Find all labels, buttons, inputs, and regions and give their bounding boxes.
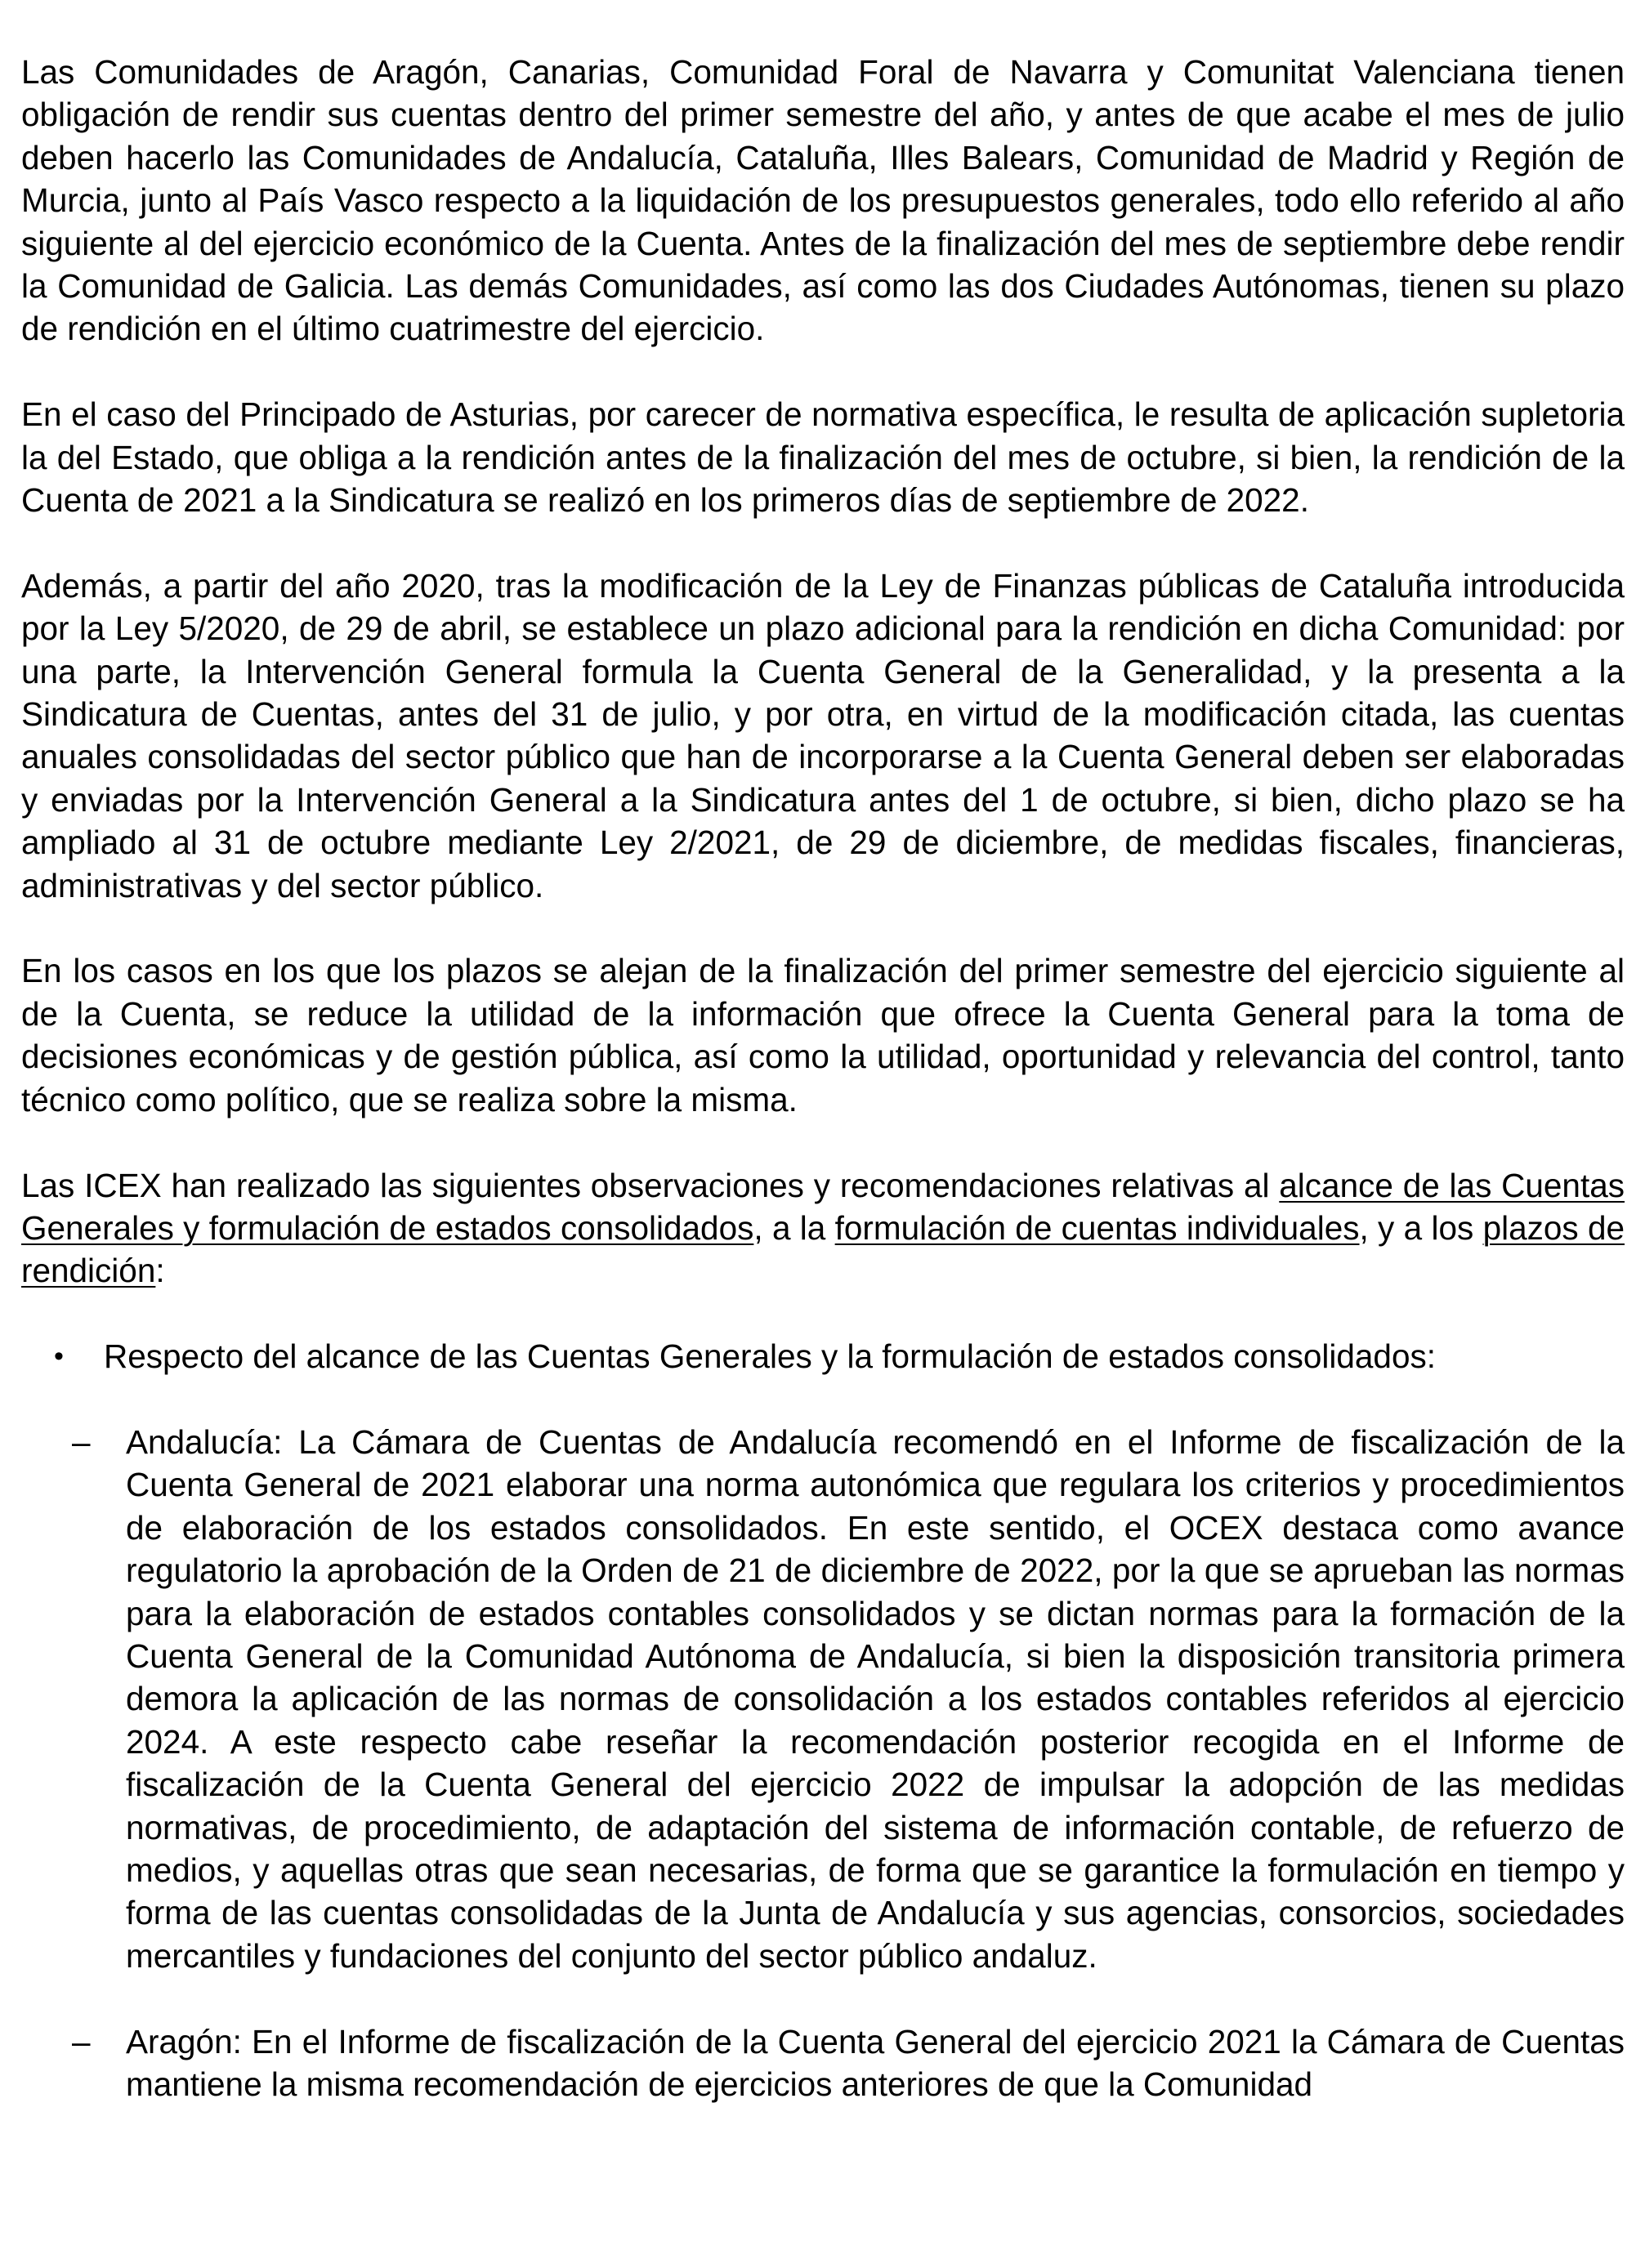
sub-item-andalucia — [21, 1421, 1625, 1977]
paragraph-utility: En los casos en los que los plazos se alejan de la finalización del primer semestre del ejercicio siguiente al de la Cuenta, se reduce la utilidad de la información que ofrece la Cuenta General para la toma de decisiones económicas y de gestión pública, así como la utilidad, oportunidad y relevancia del control, tanto técnico como político, que se realiza sobre la misma. — [21, 952, 1625, 1118]
intro-lead-text: Las ICEX han realizado las siguientes observaciones y recomendaciones relativas al — [21, 1166, 1280, 1204]
bullet-icon: • — [54, 1341, 64, 1373]
sub-item-aragon — [21, 2020, 1625, 2106]
document-page — [21, 51, 1625, 2149]
dash-icon: – — [72, 2022, 91, 2060]
underlined-term-individual-accounts: formulación de cuentas individuales — [834, 1208, 1360, 1247]
paragraph-rendition-deadlines: Las Comunidades de Aragón, Canarias, Comunidad Foral de Navarra y Comunitat Valenciana tienen obligación de rendir sus cuentas dentro del primer semestre del año, y antes de que acabe el mes de julio deben hacerlo las Comunidades de Andalucía, Cataluña, Illes Balears, Comunidad de Madrid y Región de Murcia, junto al País Vasco respecto a la liquidación de los presupuestos generales, todo ello referido al año siguiente al del ejercicio económico de la Cuenta. Antes de la finalización del mes de septiembre debe rendir la Comunidad de Galicia. Las demás Comunidades, así como las dos Ciudades Autónomas, tienen su plazo de rendición en el último cuatrimestre del ejercicio. — [21, 53, 1625, 348]
underlined-term-deadlines: plazos de rendición — [21, 1208, 1625, 1290]
intro-separator: , a la — [753, 1208, 835, 1247]
sub-item-list — [21, 1421, 1625, 2105]
bullet-list — [21, 1335, 1625, 1377]
sub-item-text: Aragón: En el Informe de fiscalización de la Cuenta General del ejercicio 2021 la Cámara de Cuentas mantiene la misma recomendación de ejercicios anteriores de que la Comunidad — [126, 2022, 1625, 2103]
dash-icon: – — [72, 1422, 91, 1461]
bullet-text: Respecto del alcance de las Cuentas Generales y la formulación de estados consolidados: — [104, 1337, 1436, 1376]
paragraph-icex-intro — [21, 1164, 1625, 1292]
paragraph-cataluna: Además, a partir del año 2020, tras la modificación de la Ley de Finanzas públicas de Cataluña introducida por la Ley 5/2020, de 29 de abril, se establece un plazo adicional para la rendición en dicha Comunidad: por una parte, la Intervención General formula la Cuenta General de la Generalidad, y la presenta a la Sindicatura de Cuentas, antes del 31 de julio, y por otra, en virtud de la modificación citada, las cuentas anuales consolidadas del sector público que han de incorporarse a la Cuenta General deben ser elaboradas y enviadas por la Intervención General a la Sindicatura antes del 1 de octubre, si bien, dicho plazo se ha ampliado al 31 de octubre mediante Ley 2/2021, de 29 de diciembre, de medidas fiscales, financieras, administrativas y del sector público. — [21, 566, 1625, 904]
paragraph-asturias: En el caso del Principado de Asturias, por carecer de normativa específica, le resulta de aplicación supletoria la del Estado, que obliga a la rendición antes de la finalización del mes de octubre, si bien, la rendición de la Cuenta de 2021 a la Sindicatura se realizó en los primeros días de septiembre de 2022. — [21, 395, 1625, 520]
intro-separator: , y a los — [1359, 1208, 1483, 1247]
underlined-term-scope: alcance de las Cuentas Generales y formulación de estados consolidados — [21, 1166, 1625, 1247]
sub-item-text: Andalucía: La Cámara de Cuentas de Andalucía recomendó en el Informe de fiscalización de la Cuenta General de 2021 elaborar una norma autonómica que regulara los criterios y procedimientos de elaboración de los estados consolidados. En este sentido, el OCEX destaca como avance regulatorio la aprobación de la Orden de 21 de diciembre de 2022, por la que se aprueban las normas para la elaboración de estados contables consolidados y se dictan normas para la formación de la Cuenta General de la Comunidad Autónoma de Andalucía, si bien la disposición transitoria primera demora la aplicación de las normas de consolidación a los estados contables referidos al ejercicio 2024. A este respecto cabe reseñar la recomendación posterior recogida en el Informe de fiscalización de la Cuenta General del ejercicio 2022 de impulsar la adopción de las medidas normativas, de procedimiento, de adaptación del sistema de información contable, de refuerzo de medios, y aquellas otras que sean necesarias, de forma que se garantice la formulación en tiempo y forma de las cuentas consolidadas de la Junta de Andalucía y sus agencias, consorcios, sociedades mercantiles y fundaciones del conjunto del sector público andaluz. — [126, 1422, 1625, 1975]
intro-end: : — [155, 1252, 165, 1290]
bullet-item — [21, 1335, 1625, 1377]
